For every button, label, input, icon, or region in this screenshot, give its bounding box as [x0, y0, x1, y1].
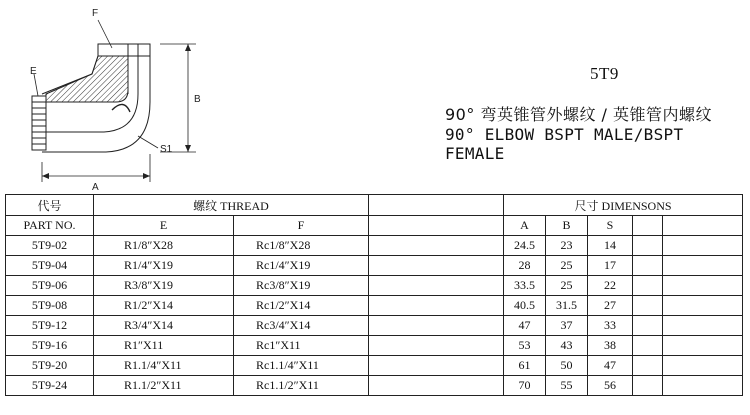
header-blank — [663, 216, 743, 236]
table-row — [6, 296, 743, 316]
label-a: A — [92, 182, 99, 192]
cell-dim-b: 43 — [546, 336, 588, 356]
cell-blank — [663, 336, 743, 356]
product-title-cn: 90° 弯英锥管外螺纹 / 英锥管内螺纹 — [445, 105, 713, 124]
cell-dim-s: 47 — [588, 356, 633, 376]
cell-blank — [663, 236, 743, 256]
label-e: E — [30, 66, 37, 77]
cell-thread-f: Rc1/4″X19 — [234, 256, 369, 276]
cell-blank — [369, 236, 504, 256]
cell-blank — [633, 316, 663, 336]
cell-blank — [633, 236, 663, 256]
cell-blank — [369, 256, 504, 276]
label-s1: S1 — [160, 144, 173, 155]
cell-dim-a: 28 — [504, 256, 546, 276]
female-port-top — [98, 44, 150, 56]
cell-part-no: 5T9-06 — [6, 276, 94, 296]
cell-dim-a: 61 — [504, 356, 546, 376]
header-blank — [633, 216, 663, 236]
cell-dim-a: 53 — [504, 336, 546, 356]
cell-blank — [369, 276, 504, 296]
cell-part-no: 5T9-02 — [6, 236, 94, 256]
header-blank — [369, 216, 504, 236]
table-row — [6, 256, 743, 276]
table-row — [6, 236, 743, 256]
product-title-en: 90° ELBOW BSPT MALE/BSPT FEMALE — [445, 125, 684, 163]
table-row — [6, 356, 743, 376]
header-part-no: PART NO. — [6, 216, 94, 236]
cell-dim-b: 55 — [546, 376, 588, 396]
cell-thread-e: R3/8″X19 — [94, 276, 234, 296]
header-code-cn: 代号 — [6, 195, 94, 216]
cell-thread-e: R1/2″X14 — [94, 296, 234, 316]
header-e: E — [94, 216, 234, 236]
cell-dim-b: 25 — [546, 276, 588, 296]
header-a: A — [504, 216, 546, 236]
cell-blank — [369, 316, 504, 336]
cell-dim-b: 31.5 — [546, 296, 588, 316]
cell-dim-b: 50 — [546, 356, 588, 376]
header-dimensions: 尺寸 DIMENSONS — [504, 195, 743, 216]
cell-thread-e: R3/4″X14 — [94, 316, 234, 336]
cell-dim-s: 22 — [588, 276, 633, 296]
cell-thread-e: R1.1/2″X11 — [94, 376, 234, 396]
cell-thread-f: Rc3/4″X14 — [234, 316, 369, 336]
cell-dim-s: 56 — [588, 376, 633, 396]
cell-dim-b: 25 — [546, 256, 588, 276]
cell-blank — [663, 376, 743, 396]
hatched-section — [46, 56, 128, 102]
cell-dim-a: 24.5 — [504, 236, 546, 256]
cell-blank — [663, 356, 743, 376]
cell-dim-s: 38 — [588, 336, 633, 356]
cell-dim-s: 27 — [588, 296, 633, 316]
header-f: F — [234, 216, 369, 236]
header-s: S — [588, 216, 633, 236]
male-thread-end — [32, 96, 46, 150]
table-row — [6, 376, 743, 396]
header-b: B — [546, 216, 588, 236]
cell-dim-a: 47 — [504, 316, 546, 336]
cell-thread-f: Rc1/8″X28 — [234, 236, 369, 256]
cell-dim-a: 33.5 — [504, 276, 546, 296]
cell-blank — [369, 296, 504, 316]
header-thread: 螺纹 THREAD — [94, 195, 369, 216]
cell-thread-e: R1.1/4″X11 — [94, 356, 234, 376]
table-row — [6, 316, 743, 336]
product-model: 5T9 — [590, 64, 619, 83]
cell-blank — [663, 276, 743, 296]
label-f: F — [92, 8, 99, 19]
cell-part-no: 5T9-20 — [6, 356, 94, 376]
cell-blank — [369, 336, 504, 356]
cell-dim-b: 23 — [546, 236, 588, 256]
cell-blank — [663, 316, 743, 336]
header-row-2 — [6, 216, 743, 236]
cell-thread-e: R1/8″X28 — [94, 236, 234, 256]
header-blank — [369, 195, 504, 216]
header-row-1 — [6, 195, 743, 216]
cell-dim-s: 17 — [588, 256, 633, 276]
cell-blank — [633, 256, 663, 276]
cell-blank — [633, 356, 663, 376]
table-row — [6, 276, 743, 296]
spec-table — [5, 194, 743, 396]
cell-thread-f: Rc3/8″X19 — [234, 276, 369, 296]
cell-blank — [663, 256, 743, 276]
cell-blank — [663, 296, 743, 316]
cell-blank — [369, 376, 504, 396]
cell-thread-f: Rc1.1/2″X11 — [234, 376, 369, 396]
cell-blank — [369, 356, 504, 376]
cell-blank — [633, 296, 663, 316]
cell-thread-f: Rc1/2″X14 — [234, 296, 369, 316]
cell-dim-s: 33 — [588, 316, 633, 336]
cell-thread-e: R1/4″X19 — [94, 256, 234, 276]
cell-dim-a: 40.5 — [504, 296, 546, 316]
cell-part-no: 5T9-24 — [6, 376, 94, 396]
cell-thread-f: Rc1″X11 — [234, 336, 369, 356]
cell-blank — [633, 276, 663, 296]
cell-thread-e: R1″X11 — [94, 336, 234, 356]
cell-dim-a: 70 — [504, 376, 546, 396]
cell-part-no: 5T9-08 — [6, 296, 94, 316]
cell-part-no: 5T9-16 — [6, 336, 94, 356]
label-b: B — [194, 94, 201, 105]
table-row — [6, 336, 743, 356]
cell-blank — [633, 336, 663, 356]
cell-part-no: 5T9-04 — [6, 256, 94, 276]
cell-part-no: 5T9-12 — [6, 316, 94, 336]
cell-blank — [633, 376, 663, 396]
cell-dim-s: 14 — [588, 236, 633, 256]
cell-thread-f: Rc1.1/4″X11 — [234, 356, 369, 376]
elbow-technical-drawing — [20, 2, 220, 192]
cell-dim-b: 37 — [546, 316, 588, 336]
